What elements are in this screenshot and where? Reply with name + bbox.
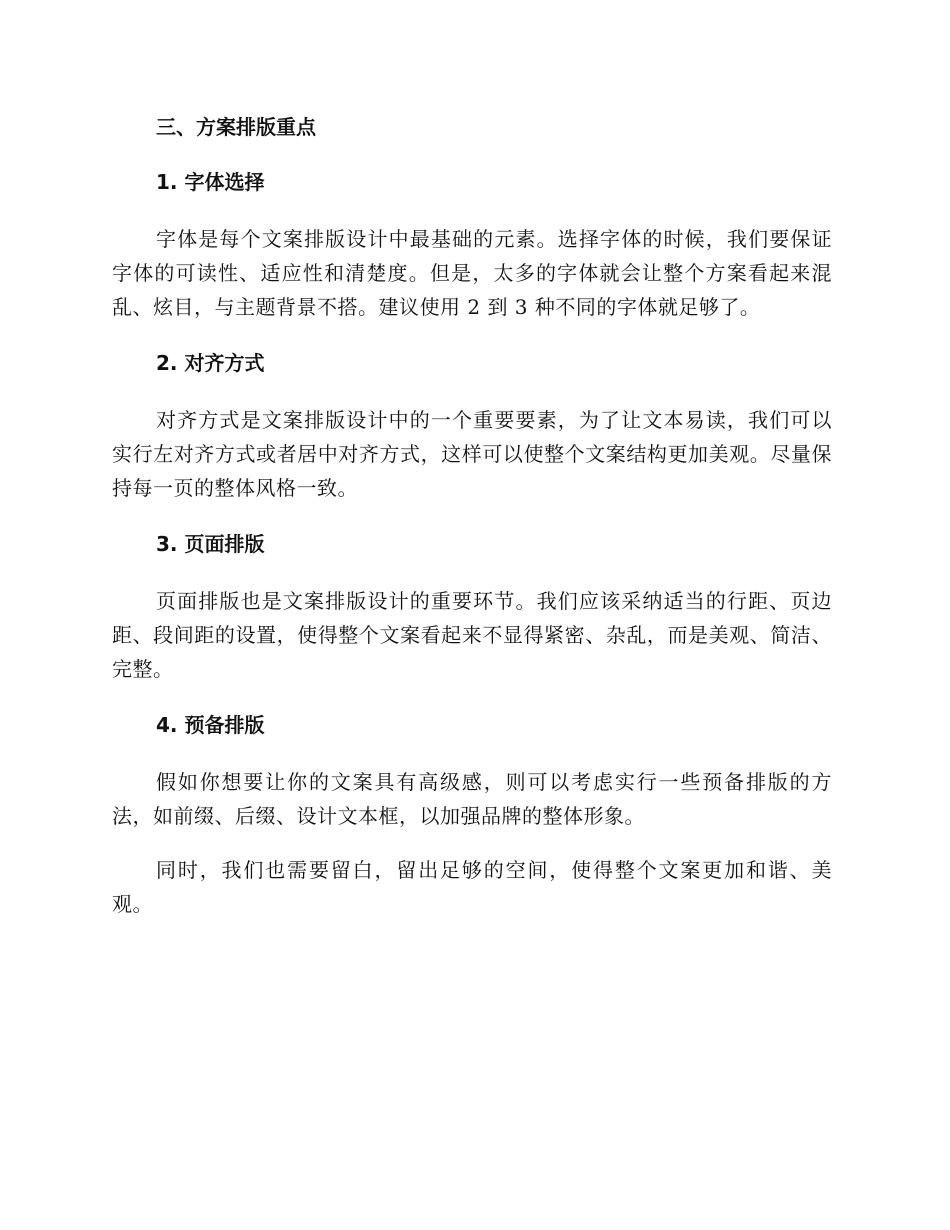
- paragraph-page-layout: 页面排版也是文案排版设计的重要环节。我们应该采纳适当的行距、页边距、段间距的设置，使得整个文案看起来不显得紧密、杂乱，而是美观、简洁、完整。: [112, 589, 832, 681]
- subsection-heading-font-choice: 1. 字体选择: [156, 170, 265, 194]
- document-page: [112, 112, 832, 941]
- subsection-heading-prep-layout: 4. 预备排版: [156, 713, 265, 737]
- paragraph-alignment: 对齐方式是文案排版设计中的一个重要要素，为了让文本易读，我们可以实行左对齐方式或者居中对齐方式，这样可以使整个文案结构更加美观。尽量保持每一页的整体风格一致。: [112, 408, 832, 500]
- paragraph-prep-layout: 假如你想要让你的文案具有高级感，则可以考虑实行一些预备排版的方法，如前缀、后缀、设计文本框，以加强品牌的整体形象。: [112, 770, 832, 828]
- subsection-heading-alignment: 2. 对齐方式: [156, 351, 265, 375]
- section-title: 三、方案排版重点: [156, 115, 316, 139]
- subsection-heading-page-layout: 3. 页面排版: [156, 532, 265, 556]
- paragraph-whitespace: 同时，我们也需要留白，留出足够的空间，使得整个文案更加和谐、美观。: [112, 858, 832, 916]
- paragraph-font-choice: 字体是每个文案排版设计中最基础的元素。选择字体的时候，我们要保证字体的可读性、适应性和清楚度。但是，太多的字体就会让整个方案看起来混乱、炫目，与主题背景不搭。建议使用 2 到 3 种不同的字体就足够了。: [112, 227, 832, 319]
